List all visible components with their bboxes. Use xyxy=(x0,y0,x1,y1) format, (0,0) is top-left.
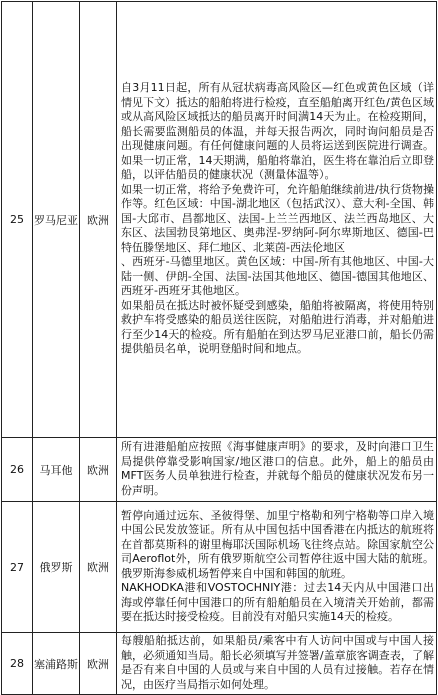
measures-paragraph: NAKHODKA港和VOSTOCHNIY港：过去14天内从中国港口出海或停靠任何中国港口的所有船舶船员在入境清关开始前，都需要在抵达时接受检疫。目前没有对船只实施14天的检疫。 xyxy=(121,581,434,623)
country-name: 俄罗斯 xyxy=(33,502,80,633)
quarantine-table xyxy=(1,1,437,695)
measures-paragraph: 、西班牙-马德里地区。黄色区域：中国-所有其他地区、中国-大陆一侧、伊朗-全国、法国-法国其他地区、德国-德国其他地区、西班牙-西班牙其他地区。 xyxy=(121,255,434,298)
table-row xyxy=(2,502,437,633)
table-row xyxy=(2,633,437,695)
measures-cell xyxy=(117,438,437,502)
region-name: 欧洲 xyxy=(80,2,117,438)
measures-paragraph: 如果一切正常，将给予免费许可，允许船舶继续前进/执行货物操作等。红色区域：中国-湖北地区（包括武汉）、意大利-全国、韩国-大邱市、昌都地区、法国-上兰兰西地区、法兰西岛地区、大东区、法国勃艮第地区、奥弗涅-罗纳阿-阿尔卑斯地区、德国-巴特伍滕堡地区、拜仁地区、北莱茵-西法伦地区 xyxy=(121,182,434,254)
row-number: 28 xyxy=(2,633,33,695)
region-name: 欧洲 xyxy=(80,438,117,502)
row-number: 27 xyxy=(2,502,33,633)
region-name: 欧洲 xyxy=(80,633,117,695)
country-name: 罗马尼亚 xyxy=(33,2,80,438)
measures-paragraph: 所有进港船舶应按照《海事健康声明》的要求，及时向港口卫生局提供停靠受影响国家/地区港口的信息。此外，船上的船员由MFT医务人员单独进行检查，并就每个船员的健康状况发布另一份声明。 xyxy=(121,440,434,497)
country-name: 马耳他 xyxy=(33,438,80,502)
measures-paragraph: 自3月11日起，所有从冠状病毒高风险区—红色或黄色区域（详情见下文）抵达的船舶将进行检疫，直至船舶离开红色/黄色区域或从高风险区域抵达的船员离开时间满14天为止。在检疫期间，船长需要监测船员的体温，并每天报告两次，同时询问船员是否出现健康问题。有任何健康问题的人员将运送到医院进行调查。如果一切正常，14天期满，船舶将靠泊，医生将在靠泊后立即登船，以评估船员的健康状况（测量体温等）。 xyxy=(121,81,434,182)
row-number: 26 xyxy=(2,438,33,502)
measures-cell xyxy=(117,633,437,695)
measures-paragraph: 如果船员在抵达时被怀疑受到感染，船舶将被隔离，将使用特别救护车将受感染的船员送往医院，对船舶进行消毒，并对船舶进行至少14天的检疫。所有船舶在到达罗马尼亚港口前，船长仍需提供船员名单，说明登船时间和地点。 xyxy=(121,298,434,356)
measures-cell xyxy=(117,502,437,633)
region-name: 欧洲 xyxy=(80,502,117,633)
row-number: 25 xyxy=(2,2,33,438)
measures-cell xyxy=(117,2,437,438)
country-name: 塞浦路斯 xyxy=(33,633,80,695)
table-row xyxy=(2,2,437,438)
table-row xyxy=(2,438,437,502)
measures-paragraph: 暂停向通过远东、圣彼得堡、加里宁格勒和列宁格勒等口岸入境中国公民发放签证。所有从中国包括中国香港在内抵达的航班将在首都莫斯科的谢里梅耶沃国际机场飞往终点站。除国家航空公司Aeroflot外，所有俄罗斯航空公司暂停往返中国大陆的航班。俄罗斯海参威机场暂停来自中国和韩国的航班。 xyxy=(121,508,434,580)
measures-paragraph: 每艘船舶抵达前，如果船员/乘客中有人访问中国或与中国人接触，必须通知当局。船长必须填写并签署/盖章旅客调查表，了解是否有来自中国的人员或与来自中国的人员有过接触。若存在情况，由医疗当局指示如何处理。 xyxy=(121,634,434,691)
